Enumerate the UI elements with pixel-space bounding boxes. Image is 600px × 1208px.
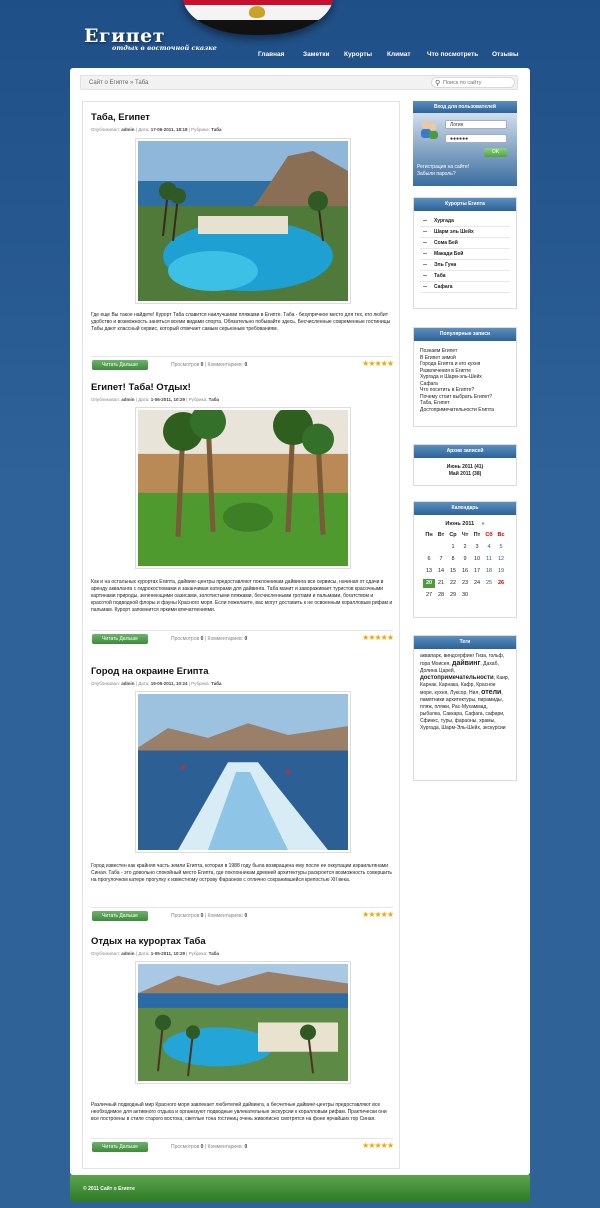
comments-count: 0 (244, 1144, 248, 1150)
popular-link[interactable]: В Египет зимой (420, 354, 456, 361)
post-author[interactable]: admin (121, 681, 135, 686)
post-meta: Опубликовал: admin | Дата: 1-06-2011, 10:29 | Рубрика: Таба (91, 397, 220, 402)
post-text: Город известен как крайняя часть земли Египта, которая в 1988 году была возвращена ему после ее оккупации израильтянами Синая. Таба - это довольно спокойный место Египта, где поклонникам древней архитектуры раскроется возможность совершить на прогулочном катере прогулку к известному острову Фараонов с отлично сохранившейся крепостью XII века. (91, 863, 392, 883)
meta-label: Рубрика: (188, 397, 208, 402)
calendar-month (414, 521, 516, 527)
meta-label: Рубрика: (191, 127, 210, 132)
rating-stars[interactable]: ★★★★★ (362, 910, 393, 919)
weekday-label: Пн (425, 532, 433, 538)
post-text: Где еще Вы такое найдете! Курорт Таба славится наилучшими пляжами в Египте. Таба - безупречное место для тех, кто любит удобство и возможность заняться всеми видами спорта. Обязательно побывайте здесь. Бесчисленные современные гостиницы Табы дают классный сервис, который отвечает самым серьезным требованиям. (91, 312, 391, 332)
calendar-title: Календарь (414, 502, 516, 515)
resort-pool-photo (138, 141, 348, 301)
popular-link[interactable]: Что посетить в Египте? (420, 387, 475, 393)
popular-title: Популярные записи (414, 328, 516, 341)
calendar-day[interactable]: 8 (451, 556, 455, 562)
site-title[interactable]: Египет (84, 25, 165, 47)
post (91, 936, 393, 1150)
boat-wake-photo (138, 694, 348, 850)
calendar-day[interactable]: 7 (439, 556, 443, 562)
calendar-day[interactable]: 20 (423, 579, 435, 588)
resort-link[interactable]: Макади Бей (420, 249, 510, 260)
nav-item-notes[interactable]: Заметки (303, 51, 330, 58)
post-date: 1-05-2011, 10:29 (150, 951, 185, 956)
post-meta: Опубликовал: admin | Дата: 19-05-2011, 10:24 | Рубрика: Таба (91, 681, 222, 686)
post-date: 19-05-2011, 10:24 (150, 681, 188, 686)
views-count: 0 (200, 362, 204, 368)
calendar-day[interactable]: 15 (449, 568, 457, 574)
calendar-day[interactable]: 30 (461, 592, 469, 598)
weekday-label: Пт (473, 532, 481, 538)
post-text: Как и на остальных курортах Египта, дайвинг-центры предоставляют поклонникам дайвинга все сервисы, начиная от сдачи в аренду акваланга с гидрокостюмами и заканчивая катерами для дайвинга. Таба манит и завораживает туристов красочными картинами природы, зеленеющими оазисами, золотистыми пляжами, бесчисленными гротами и пальмами, богатством и красотой подводной флоры и фауны Красного моря. Если пожелаете, вас могут доставить к не освоенным коралловым рифам и пальмам. Курорт запомнится яркими впечатлениями. (91, 579, 393, 613)
popular-link[interactable]: Хургада и Шарм-эль-Шейх (420, 374, 482, 380)
register-link[interactable]: Регистрация на сайте! (417, 164, 470, 170)
calendar-day[interactable]: 19 (497, 568, 505, 574)
tag-text[interactable]: , Каир, Карнак, Карнака, Кафр, Красное море, кухня, Луксор, Нил, (420, 675, 510, 696)
weekday-label: Сб (485, 532, 493, 538)
meta-label: Рубрика: (191, 681, 210, 686)
login-widget (413, 101, 517, 187)
nav-item-resorts[interactable]: Курорты (344, 51, 373, 58)
calendar-grid (423, 531, 516, 600)
post (91, 112, 393, 368)
nav-item-home[interactable]: Главная (258, 51, 285, 58)
post-footer (91, 630, 393, 646)
calendar-day[interactable]: 14 (437, 568, 445, 574)
rating-stars[interactable]: ★★★★★ (362, 1141, 393, 1150)
meta-label: Опубликовал: (91, 681, 120, 686)
post (91, 382, 393, 642)
post-title[interactable]: Город на окраине Египта (91, 666, 209, 677)
login-box (413, 101, 517, 186)
post-category[interactable]: Таба (208, 397, 220, 402)
calendar-day[interactable]: 9 (463, 556, 467, 562)
breadcrumb-bar (80, 75, 518, 90)
site-header (0, 0, 600, 68)
tag-text[interactable]: аквапарк, виндсерфинг Гиза, гольф, гора Моисея, (420, 653, 505, 667)
calendar-day[interactable]: 24 (473, 580, 481, 586)
calendar-empty-cell (435, 543, 447, 552)
tags-widget (413, 635, 517, 781)
nav-item-reviews[interactable]: Отзывы (492, 51, 519, 58)
comments-label: Комментариев: (207, 362, 244, 368)
resort-link[interactable]: Шарм эль Шейх (420, 227, 510, 238)
post-footer (91, 907, 393, 923)
archive-link[interactable]: Июнь 2011 (41) (446, 464, 484, 470)
post-category[interactable]: Таба (208, 951, 220, 956)
site-subtitle: отдых в восточной сказке (112, 44, 217, 52)
tag-cloud (414, 649, 516, 736)
read-more-button[interactable]: Читать Дальше (92, 360, 148, 370)
password-field[interactable] (445, 134, 507, 143)
views-count: 0 (200, 636, 204, 642)
meta-label: Рубрика: (188, 951, 208, 956)
post-image[interactable] (135, 407, 351, 569)
meta-label: Дата: (138, 681, 150, 686)
calendar-month-label: Июнь 2011 (445, 521, 475, 527)
search-icon[interactable]: ⚲ (435, 80, 441, 87)
calendar-day[interactable]: 22 (449, 580, 457, 586)
views-label: Просмотров (171, 636, 200, 642)
post-image[interactable] (135, 961, 351, 1084)
post-date: 1-06-2011, 10:29 (150, 397, 185, 402)
calendar-day[interactable]: 27 (425, 592, 433, 598)
resort-link[interactable]: Сома Бей (420, 238, 510, 249)
meta-label: Опубликовал: (91, 951, 120, 956)
main-nav (258, 51, 532, 58)
meta-label: Опубликовал: (91, 127, 120, 132)
read-more-button[interactable]: Читать Дальше (92, 1142, 148, 1152)
calendar-day[interactable]: 28 (437, 592, 445, 598)
archive-title: Архив записей (414, 445, 516, 458)
search-input[interactable] (443, 79, 513, 87)
resort-link[interactable]: Хургада (420, 216, 510, 227)
resort-link[interactable]: Эль Гуна (420, 260, 510, 271)
tag-text[interactable]: , памятники архитектуры, пирамиды, пляж, пляжи, Рас-Мухаммад, рыбалка, Саккара, Сафага, сафари, Сфинкс, туры, фараоны, храмы, Хургада, Шарм-Эль-Шейх, экскурсии (420, 690, 506, 731)
comments-label: Комментариев: (207, 913, 244, 919)
meta-label: Дата: (138, 951, 150, 956)
rating-stars[interactable]: ★★★★★ (362, 359, 393, 368)
meta-label: Дата: (138, 127, 150, 132)
archive-link[interactable]: Май 2011 (38) (448, 470, 482, 477)
post-footer (91, 1138, 393, 1154)
calendar-widget (413, 501, 517, 618)
post-image[interactable] (135, 138, 351, 304)
tag-link[interactable]: отели (481, 689, 502, 696)
calendar-day[interactable]: 25 (485, 580, 493, 586)
eagle-emblem-icon (249, 6, 265, 18)
calendar-day[interactable]: 5 (499, 544, 503, 550)
post-title[interactable]: Таба, Египет (91, 112, 150, 123)
forgot-password-link[interactable]: Забыли пароль? (417, 171, 456, 177)
nav-item-sights[interactable]: Что посмотреть (427, 51, 479, 58)
popular-link[interactable]: Города Египта и его кухня (420, 361, 481, 367)
popular-link[interactable]: Почему стоит выбрать Египет? (420, 393, 493, 400)
calendar-day[interactable]: 2 (463, 544, 467, 550)
site-footer (70, 1175, 530, 1202)
calendar-day[interactable]: 10 (473, 556, 481, 562)
palm-garden-photo (138, 410, 348, 566)
comments-label: Комментариев: (207, 636, 244, 642)
post-stats: Просмотров 0 | Комментариев: 0 (171, 913, 248, 919)
main-panel (70, 68, 530, 1175)
tag-link[interactable]: дайвинг (452, 660, 481, 667)
post-title[interactable]: Отдых на курортах Таба (91, 936, 206, 947)
views-count: 0 (200, 913, 204, 919)
calendar-empty-cell (423, 543, 435, 552)
weekday-label: Ср (449, 532, 457, 538)
weekday-label: Вт (437, 532, 445, 538)
post-footer (91, 356, 393, 372)
calendar-empty-cell (495, 591, 507, 600)
comments-count: 0 (244, 636, 248, 642)
popular-link[interactable]: Таба, Египет (420, 400, 450, 406)
popular-link[interactable]: Сафага (420, 380, 438, 387)
read-more-button[interactable]: Читать Дальше (92, 911, 148, 921)
calendar-day[interactable]: 13 (425, 568, 433, 574)
login-field[interactable] (445, 120, 507, 129)
comments-label: Комментариев: (207, 1144, 244, 1150)
tag-text[interactable]: , Дахаб, Долина Царей, (420, 661, 499, 674)
calendar-day[interactable]: 29 (449, 592, 457, 598)
post-author[interactable]: admin (121, 127, 135, 132)
calendar-day[interactable]: 17 (473, 568, 481, 574)
popular-link[interactable]: Достопримечательности Египта (420, 406, 494, 413)
egypt-flag-banner (183, 0, 333, 35)
post-stats: Просмотров 0 | Комментариев: 0 (171, 1144, 248, 1150)
resorts-title: Курорты Египта (414, 198, 516, 211)
calendar-day[interactable]: 23 (461, 580, 469, 586)
resort-aerial-photo (138, 964, 348, 1081)
comments-count: 0 (244, 362, 248, 368)
content-column (82, 101, 400, 1169)
archive-widget (413, 444, 517, 486)
post-text: Различный подводный мир Красного моря завлекает любителей дайвинга, а бесчетные дайвинг-центры предоставляют все необходимое для активного отдыха и организуют подводные увлекательные экскурсии к коралловым рифам. Практически они все построены в стиле старого востока, светлые тона гостиниц очень живописно смотрятся на фоне ярчайших гор Синая. (91, 1102, 387, 1122)
calendar-day[interactable]: 3 (475, 544, 479, 550)
post-meta: Опубликовал: admin | Дата: 17-06-2011, 18:18 | Рубрика: Таба (91, 127, 222, 132)
post-title[interactable]: Египет! Таба! Отдых! (91, 382, 191, 393)
calendar-day[interactable]: 16 (461, 568, 469, 574)
footer-copyright: © 2011 Сайт о Египте (83, 1186, 135, 1192)
login-title: Вход для пользователей (413, 101, 517, 113)
post-author[interactable]: admin (121, 397, 135, 402)
calendar-day[interactable]: 6 (427, 556, 431, 562)
popular-link[interactable]: Развлечения в Египте (420, 367, 472, 374)
post-date: 17-06-2011, 18:18 (150, 127, 188, 132)
meta-label: Опубликовал: (91, 397, 120, 402)
views-count: 0 (200, 1144, 204, 1150)
post-image[interactable] (135, 691, 351, 853)
calendar-day[interactable]: 4 (487, 544, 491, 550)
next-month-icon[interactable]: » (481, 521, 485, 527)
views-label: Просмотров (171, 913, 200, 919)
breadcrumb[interactable]: Сайт о Египте » Таба (89, 80, 149, 86)
post (91, 666, 393, 919)
post-stats: Просмотров 0 | Комментариев: 0 (171, 362, 248, 368)
tag-link[interactable]: достопримечательности (420, 675, 494, 681)
rating-stars[interactable]: ★★★★★ (362, 633, 393, 642)
views-label: Просмотров (171, 1144, 200, 1150)
calendar-day[interactable]: 18 (485, 568, 493, 574)
post-category[interactable]: Таба (211, 681, 222, 686)
resort-link[interactable]: Сафага (420, 282, 510, 293)
calendar-empty-cell (471, 591, 483, 600)
search-box (431, 77, 515, 88)
comments-count: 0 (244, 913, 248, 919)
calendar-empty-cell (483, 591, 495, 600)
views-label: Просмотров (171, 362, 200, 368)
login-ok-button[interactable]: OK (484, 148, 507, 157)
calendar-day[interactable]: 1 (451, 544, 455, 550)
resort-link[interactable]: Таба (420, 271, 510, 282)
popular-link[interactable]: Познаем Египет (420, 348, 458, 354)
meta-label: Дата: (138, 397, 150, 402)
nav-item-climate[interactable]: Климат (387, 51, 411, 58)
post-author[interactable]: admin (121, 951, 135, 956)
weekday-label: Вс (497, 532, 505, 538)
popular-widget (413, 327, 517, 427)
weekday-label: Чт (461, 532, 469, 538)
post-category[interactable]: Таба (211, 127, 222, 132)
post-meta: Опубликовал: admin | Дата: 1-05-2011, 10:29 | Рубрика: Таба (91, 951, 220, 956)
post-stats: Просмотров 0 | Комментариев: 0 (171, 636, 248, 642)
users-icon (419, 119, 439, 139)
resorts-widget (413, 197, 517, 309)
tags-title: Теги (414, 636, 516, 649)
read-more-button[interactable]: Читать Дальше (92, 634, 148, 644)
calendar-day[interactable]: 12 (497, 556, 505, 562)
calendar-day[interactable]: 26 (497, 580, 505, 586)
calendar-day[interactable]: 11 (486, 556, 492, 562)
calendar-day[interactable]: 21 (437, 580, 445, 586)
